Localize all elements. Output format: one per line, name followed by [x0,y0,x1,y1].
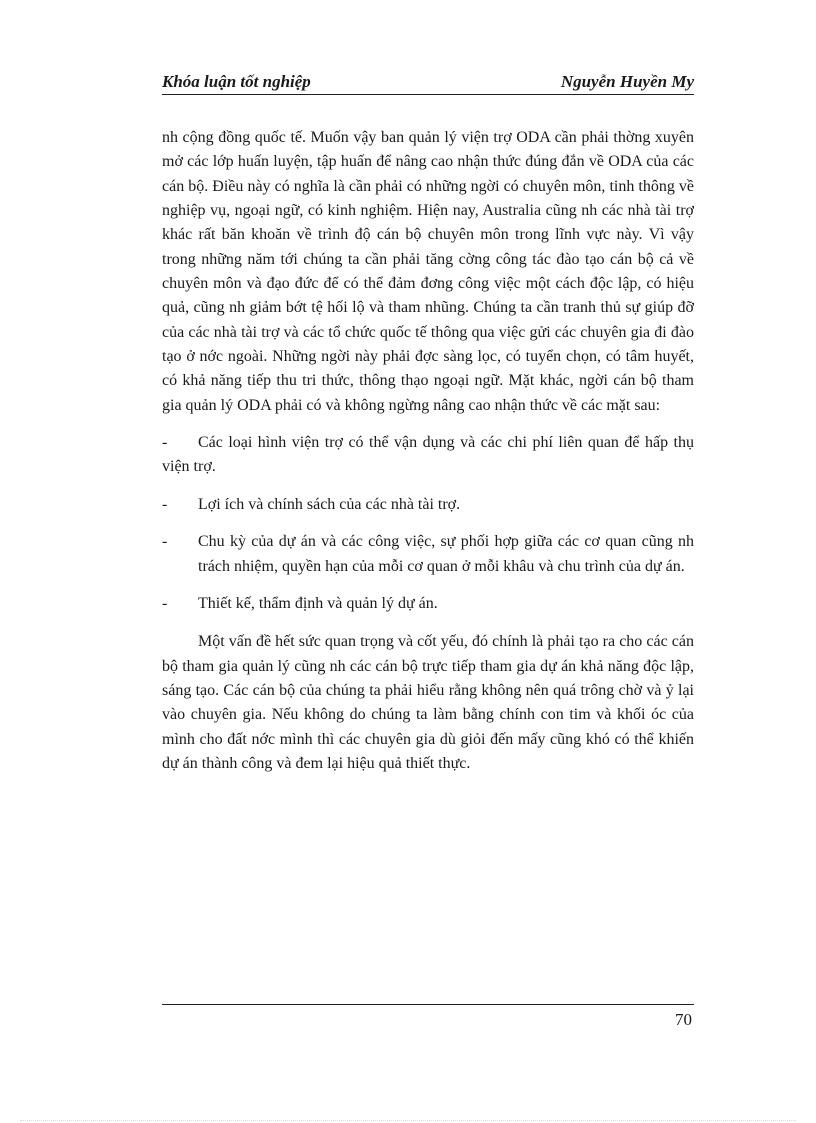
bullet-item-1 [162,431,694,480]
paragraph-1: nh cộng đồng quốc tế. Muốn vậy ban quản lý viện trợ ODA cần phải thờng xuyên mở các lớp huấn luyện, tập huấn để nâng cao nhận thức đúng đắn về ODA của các cán bộ. Điều này có nghĩa là cần phải có những ngời có chuyên môn, tinh thông về nghiệp vụ, ngoại ngữ, có kinh nghiệm. Hiện nay, Australia cũng nh các nhà tài trợ khác rất băn khoăn về trình độ cán bộ chuyên môn trong lĩnh vực này. Vì vậy trong những năm tới chúng ta cần phải tăng cờng công tác đào tạo cán bộ cả về chuyên môn và đạo đức để có thể đảm đơng công việc một cách độc lập, có hiệu quả, cũng nh giảm bớt tệ hối lộ và tham nhũng. Chúng ta cần tranh thủ sự giúp đỡ của các nhà tài trợ và các tổ chức quốc tế thông qua việc gửi các chuyên gia đi đào tạo ở nớc ngoài. Những ngời này phải đợc sàng lọc, có tuyển chọn, có tâm huyết, có khả năng tiếp thu tri thức, thông thạo ngoại ngữ. Mặt khác, ngời cán bộ tham gia quản lý ODA phải có và không ngừng nâng cao nhận thức về các mặt sau: [162,129,694,414]
page-number: 70 [675,1010,692,1029]
bullet-item-4 [162,592,694,616]
bullet-text-2: Lợi ích và chính sách của các nhà tài trợ. [198,495,461,513]
bullet-dash: - [162,533,168,551]
bullet-item-3 [162,530,694,579]
bullet-dash: - [162,495,168,513]
bullet-text-4: Thiết kế, thẩm định và quản lý dự án. [198,594,438,612]
header-title: Khóa luận tốt nghiệp [162,72,311,91]
paragraph-2: Một vấn đề hết sức quan trọng và cốt yếu, đó chính là phải tạo ra cho các cán bộ tham gia quản lý cũng nh các cán bộ trực tiếp tham gia dự án khả năng độc lập, sáng tạo. Các cán bộ của chúng ta phải hiểu rằng không nên quá trông chờ và ỷ lại vào chuyên gia. Nếu không do chúng ta làm bằng chính con tim và khối óc của mình cho đất nớc mình thì các chuyên gia dù giỏi đến mấy cũng khó có thể khiến dự án thành công và đem lại hiệu quả thiết thực. [162,633,694,772]
header-author: Nguyễn Huyền My [560,72,694,91]
document-body [162,126,694,776]
footer-divider [162,1004,694,1005]
bullet-text-1: Các loại hình viện trợ có thể vận dụng và các chi phí liên quan để hấp thụ viện trợ. [162,434,694,476]
bullet-text-3: Chu kỳ của dự án và các công việc, sự phối hợp giữa các cơ quan cũng nh trách nhiệm, quyền hạn của mỗi cơ quan ở mỗi khâu và chu trình của dự án. [198,533,694,575]
bullet-item-2 [162,493,694,517]
bullet-dash: - [162,434,168,452]
page-header [162,70,694,95]
page-edge-dots [20,1120,796,1121]
bullet-dash: - [162,594,168,612]
